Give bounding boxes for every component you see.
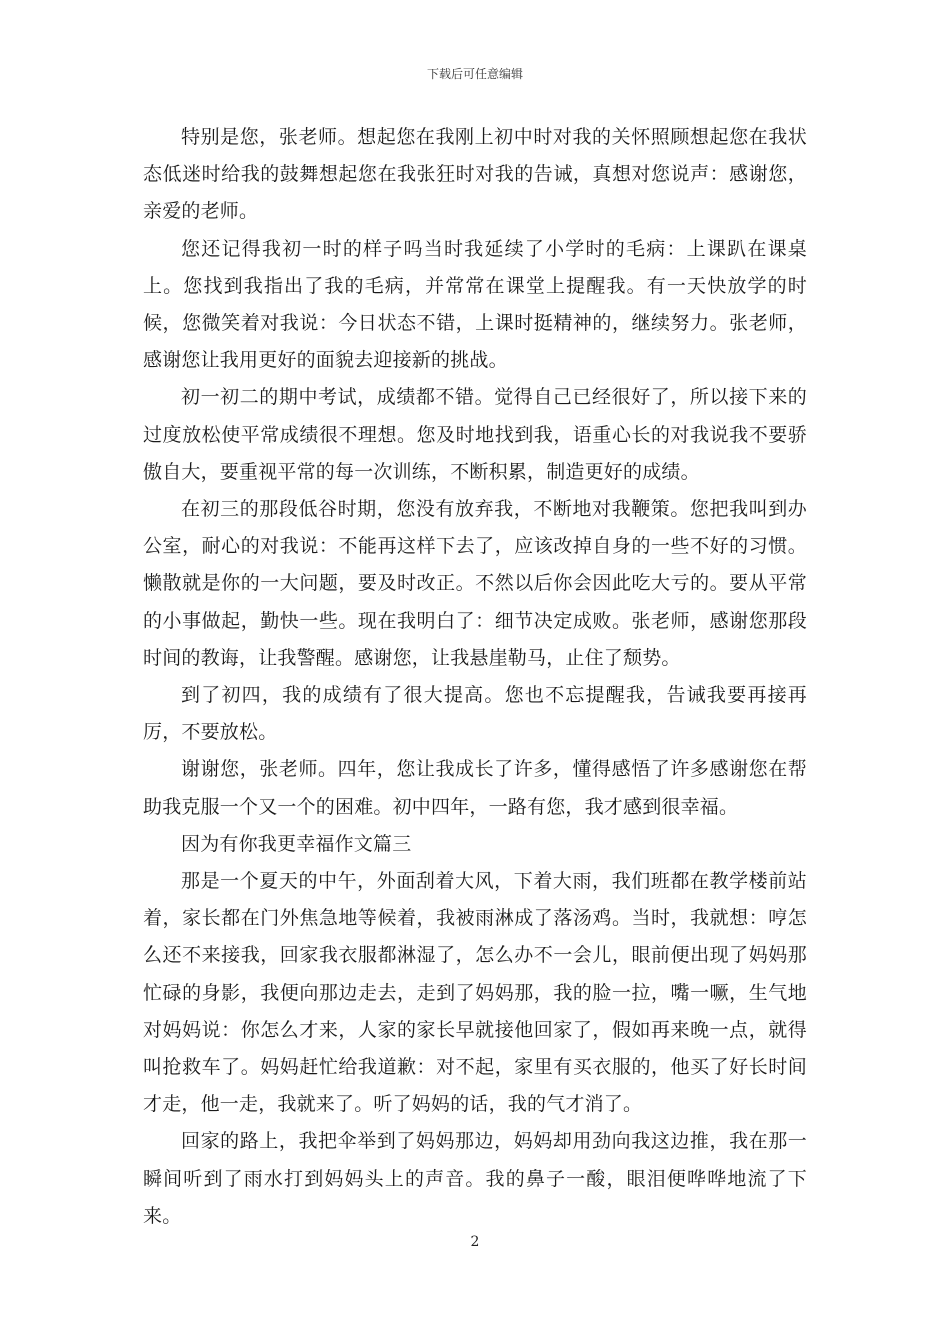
paragraph-5: 到了初四，我的成绩有了很大提高。您也不忘提醒我，告诫我要再接再厉，不要放松。 bbox=[143, 684, 807, 744]
paragraph-2: 您还记得我初一时的样子吗当时我延续了小学时的毛病：上课趴在课桌上。您找到我指出了我的毛病，并常常在课堂上提醒我。有一天快放学的时候，您微笑着对我说：今日状态不错，上课时挺精神的，继续努力。张老师，感谢您让我用更好的面貌去迎接新的挑战。 bbox=[143, 237, 807, 372]
paragraph-7: 那是一个夏天的中午，外面刮着大风，下着大雨，我们班都在教学楼前站着，家长都在门外焦急地等候着，我被雨淋成了落汤鸡。当时，我就想：哼怎么还不来接我，回家我衣服都淋湿了，怎么办不一会儿，眼前便出现了妈妈那忙碌的身影，我便向那边走去，走到了妈妈那，我的脸一拉，嘴一噘，生气地对妈妈说：你怎么才来，人家的家长早就接他回家了，假如再来晚一点，就得叫抢救车了。妈妈赶忙给我道歉：对不起，家里有买衣服的，他买了好长时间才走，他一走，我就来了。听了妈妈的话，我的气才消了。 bbox=[143, 870, 807, 1116]
paragraph-3: 初一初二的期中考试，成绩都不错。觉得自己已经很好了，所以接下来的过度放松使平常成绩很不理想。您及时地找到我，语重心长的对我说我不要骄傲自大，要重视平常的每一次训练，不断积累，制造更好的成绩。 bbox=[143, 386, 807, 483]
paragraph-8: 回家的路上，我把伞举到了妈妈那边，妈妈却用劲向我这边推，我在那一瞬间听到了雨水打到妈妈头上的声音。我的鼻子一酸，眼泪便哗哗地流了下来。 bbox=[143, 1130, 807, 1227]
paragraph-6: 谢谢您，张老师。四年，您让我成长了许多，懂得感悟了许多感谢您在帮助我克服一个又一个的困难。初中四年，一路有您，我才感到很幸福。 bbox=[143, 758, 807, 818]
section-heading: 因为有你我更幸福作文篇三 bbox=[181, 832, 412, 855]
paragraph-4: 在初三的那段低谷时期，您没有放弃我，不断地对我鞭策。您把我叫到办公室，耐心的对我说：不能再这样下去了，应该改掉自身的一些不好的习惯。懒散就是你的一大问题，要及时改正。不然以后你会因此吃大亏的。要从平常的小事做起，勤快一些。现在我明白了：细节决定成败。张老师，感谢您那段时间的教诲，让我警醒。感谢您，让我悬崖勒马，止住了颓势。 bbox=[143, 498, 807, 669]
page-header: 下载后可任意编辑 bbox=[426, 67, 523, 81]
page-number: 2 bbox=[470, 1234, 480, 1250]
document-body bbox=[143, 119, 807, 1235]
paragraph-1: 特别是您，张老师。想起您在我刚上初中时对我的关怀照顾想起您在我状态低迷时给我的鼓舞想起您在我张狂时对我的告诫，真想对您说声：感谢您，亲爱的老师。 bbox=[143, 126, 807, 223]
